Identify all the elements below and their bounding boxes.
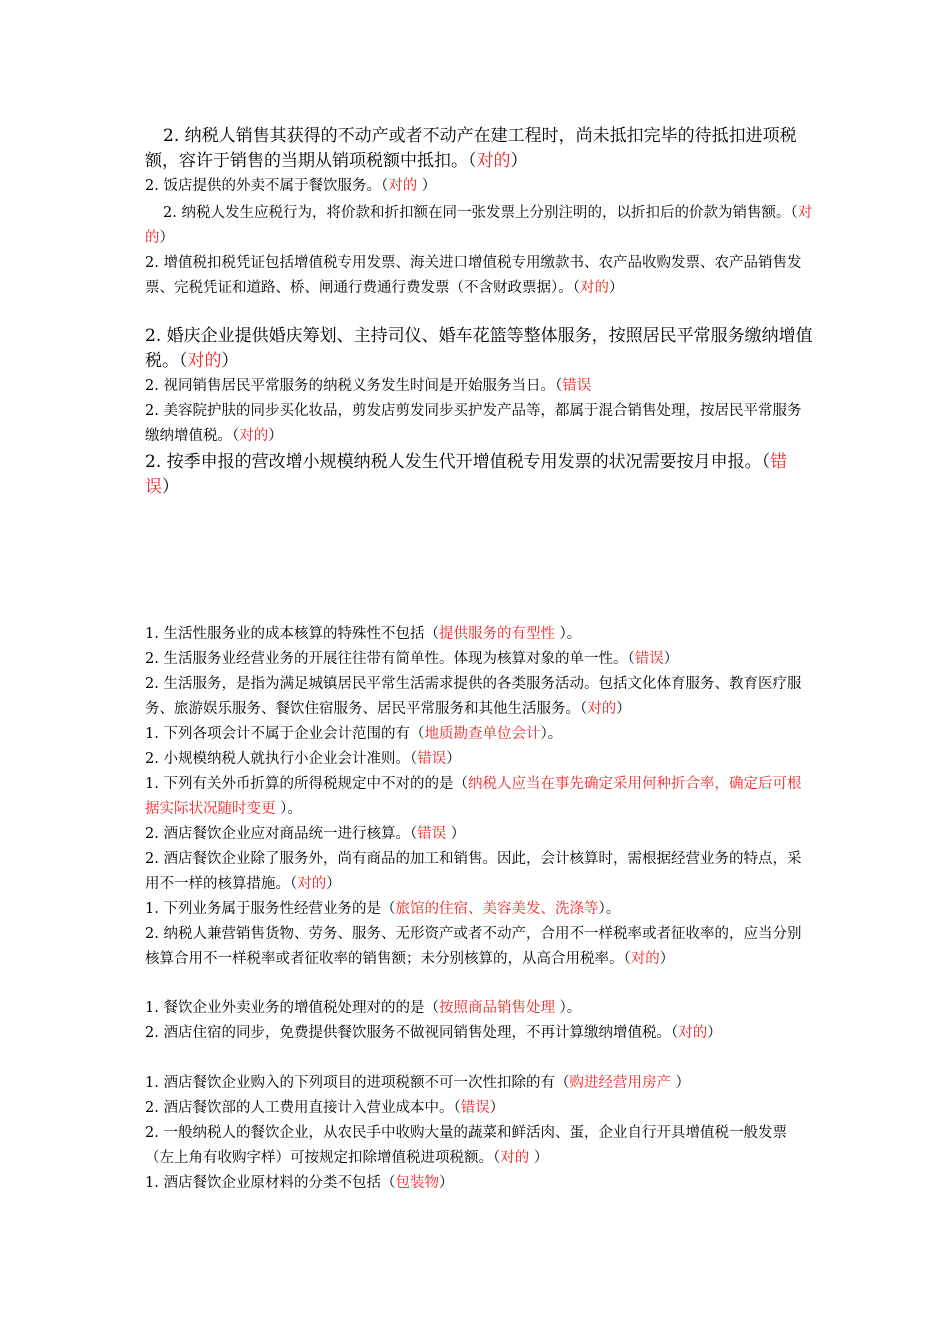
question-item [145,747,815,772]
answer-text: 包装物 [395,1175,439,1191]
question-number: 2. [145,926,159,942]
question-number: 2. [145,403,159,419]
question-text: 下列有关外币折算的所得税规定中不对的的是（ [163,776,468,792]
question-text: 生活服务业经营业务的开展往往带有简单性。体现为核算对象的单一性。（ [163,651,635,667]
question-item [145,922,815,972]
question-item [145,201,815,251]
question-number: 2. [145,255,159,271]
question-item [145,124,815,174]
question-number: 2. [145,751,159,767]
question-number: 2. [145,851,159,867]
question-text: 餐饮企业外卖业务的增值税处理对的的是（ [163,1000,439,1016]
question-number: 1. [145,1000,159,1016]
question-tail: ） [609,280,624,296]
question-tail: ）。 [598,901,621,917]
question-item [145,1071,815,1096]
question-text: 生活性服务业的成本核算的特殊性不包括（ [163,626,439,642]
question-tail: ） [659,951,675,967]
answer-text: 错误 [417,826,447,842]
question-tail: ）。 [275,801,302,817]
question-tail: ） [162,477,179,497]
question-number: 2. [145,826,159,842]
question-tail: ）。 [554,1000,582,1016]
question-item [145,450,815,500]
question-item [145,1171,815,1196]
question-tail: ） [446,826,466,842]
question-number: 2. [145,326,162,346]
answer-text: 对的 [239,428,269,444]
question-tail: ）。 [540,726,563,742]
question-tail: ） [446,751,461,767]
question-number: 2. [145,1025,159,1041]
question-text: 美容院护肤的同步买化妆品，剪发店剪发同步买护发产品等，都属于混合销售处理，按居民平常服务缴纳增值税。（ [145,403,802,444]
question-number: 2. [145,378,159,394]
question-item [145,399,815,449]
question-item [145,1096,815,1121]
question-item [145,847,815,897]
question-text: 酒店餐饮企业应对商品统一进行核算。（ [163,826,418,842]
question-text: 酒店住宿的同步，免费提供餐饮服务不做视同销售处理，不再计算缴纳增值税。（ [163,1025,679,1041]
question-tail: ） [707,1025,722,1041]
answer-text: 对的 [187,351,222,371]
question-text: 纳税人兼营销售货物、劳务、服务、无形资产或者不动产，合用不一样税率或者征收率的，应当分别核算合用不一样税率或者征收率的销售额；未分别核算的，从高合用税率。（ [145,926,802,967]
question-text: 增值税扣税凭证包括增值税专用发票、海关进口增值税专用缴款书、农产品收购发票、农产品销售发票、完税凭证和道路、桥、闸通行费通行费发票（不含财政票据）。（ [145,255,802,296]
question-item [145,996,815,1021]
question-text: 小规模纳税人就执行小企业会计准则。（ [163,751,418,767]
answer-text: 错误 [460,1100,490,1116]
answer-text: 对的 [678,1025,708,1041]
answer-text: 购进经营用房产 [569,1075,671,1091]
answer-text: 地质勘查单位会计 [424,726,541,742]
question-text: 下列业务属于服务性经营业务的是（ [163,901,396,917]
question-text: 酒店餐饮企业原材料的分类不包括（ [163,1175,396,1191]
question-tail: ） [159,230,174,246]
question-number: 2. [145,452,162,472]
question-text: 婚庆企业提供婚庆筹划、主持司仪、婚车花篮等整体服务，按照居民平常服务缴纳增值税。（ [145,326,813,371]
question-text: 一般纳税人的餐饮企业，从农民手中收购大量的蔬菜和鲜活肉、蛋，企业自行开具增值税一般发票（左上角有收购字样）可按规定扣除增值税进项税额。（ [145,1125,787,1166]
answer-text: 提供服务的有型性 [438,626,555,642]
question-tail: ） [510,151,528,171]
answer-text: 对的 [145,205,813,246]
answer-text: 纳税人应当在事先确定采用何种折合率，确定后可根据实际状况随时变更 [145,776,802,817]
question-text: 生活服务，是指为满足城镇居民平常生活需求提供的各类服务活动。包括文化体育服务、教育医疗服务、旅游娱乐服务、餐饮住宿服务、居民平常服务和其他生活服务。（ [145,676,802,717]
question-number: 2. [163,126,180,146]
question-item [145,897,815,922]
question-number: 2. [145,178,159,194]
question-text: 按季申报的营改增小规模纳税人发生代开增值税专用发票的状况需要按月申报。（ [166,452,771,472]
question-tail: ） [221,351,239,371]
question-tail: ） [663,651,679,667]
answer-text: 对的 [476,151,511,171]
question-number: 2. [145,1125,159,1141]
question-text: 下列各项会计不属于企业会计范围的有（ [163,726,425,742]
question-item [145,174,815,199]
answer-text: 错误 [417,751,447,767]
question-item [145,647,815,672]
question-tail: ） [670,1075,691,1091]
question-number: 1. [145,726,159,742]
question-number: 2. [163,205,177,221]
question-item [145,672,815,722]
question-text: 饭店提供的外卖不属于餐饮服务。（ [163,178,389,194]
question-number: 2. [145,676,159,692]
question-tail: ） [326,876,341,892]
answer-text: 旅馆的住宿、美容美发、洗涤等 [395,901,599,917]
question-item [145,772,815,822]
answer-text: 按照商品销售处理 [438,1000,555,1016]
question-number: 1. [145,1075,159,1091]
question-text: 酒店餐饮企业除了服务外，尚有商品的加工和销售。因此，会计核算时，需根据经营业务的特点，采用不一样的核算措施。（ [145,851,802,892]
question-text: 酒店餐饮部的人工费用直接计入营业成本中。（ [163,1100,461,1116]
question-number: 2. [145,1100,159,1116]
question-tail: ） [268,428,283,444]
question-item [145,324,815,374]
question-tail: ） [438,1175,454,1191]
question-tail: ） [417,178,437,194]
question-item [145,622,815,647]
answer-text: 错误 [145,452,788,497]
question-text: 纳税人发生应税行为，将价款和折扣额在同一张发票上分别注明的，以折扣后的价款为销售额。（ [181,205,798,221]
answer-text: 对的 [580,280,609,296]
question-item [145,251,815,301]
question-tail: ）。 [554,626,582,642]
question-item [145,822,815,847]
question-tail: ） [529,1150,549,1166]
question-item [145,1021,815,1046]
question-text: 视同销售居民平常服务的纳税义务发生时间是开始服务当日。（ [163,378,563,394]
answer-text: 对的 [500,1150,530,1166]
answer-text: 对的 [297,876,327,892]
question-tail: ） [489,1100,505,1116]
answer-text: 错误 [562,378,592,394]
question-tail: ） [616,701,631,717]
question-number: 1. [145,776,159,792]
question-number: 2. [145,651,159,667]
answer-text: 错误 [634,651,664,667]
question-number: 1. [145,901,159,917]
question-item [145,374,815,399]
question-text: 酒店餐饮企业购入的下列项目的进项税额不可一次性扣除的有（ [163,1075,570,1091]
question-number: 1. [145,626,159,642]
answer-text: 对的 [630,951,660,967]
answer-text: 对的 [388,178,418,194]
question-number: 1. [145,1175,159,1191]
question-item [145,1121,815,1171]
answer-text: 对的 [587,701,617,717]
question-item [145,722,815,747]
question-text: 纳税人销售其获得的不动产或者不动产在建工程时，尚未抵扣完毕的待抵扣进项税额，容许于销售的当期从销项税额中抵扣。（ [145,126,797,171]
